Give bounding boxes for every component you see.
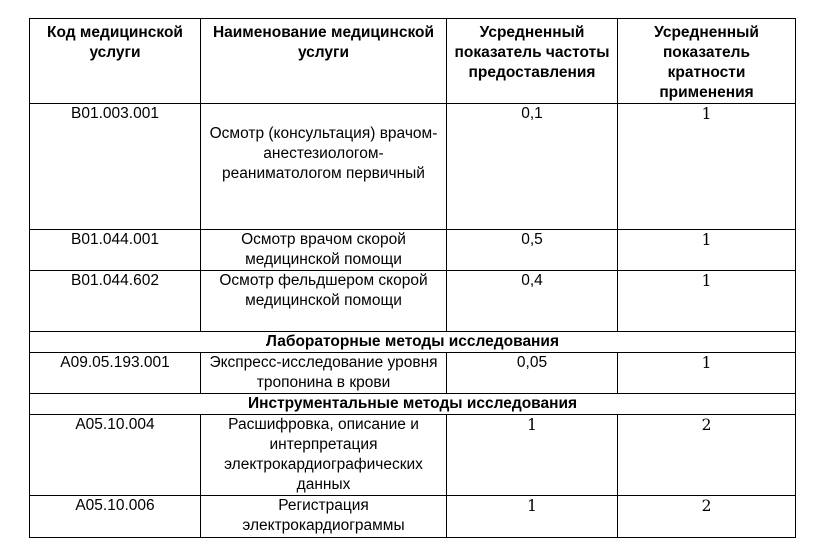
table-row	[30, 415, 796, 496]
table-row	[30, 496, 796, 538]
service-code: A05.10.004	[30, 415, 201, 496]
multiplicity-value: 2	[618, 415, 796, 496]
table-row	[30, 271, 796, 332]
table-row	[30, 353, 796, 394]
service-name: Экспресс-исследование уровня тропонина в крови	[201, 353, 447, 394]
multiplicity-value: 1	[618, 353, 796, 394]
frequency-value: 0,5	[447, 230, 618, 271]
frequency-value: 1	[447, 496, 618, 538]
service-code: B01.044.001	[30, 230, 201, 271]
frequency-value: 0,1	[447, 104, 618, 230]
frequency-value: 0,4	[447, 271, 618, 332]
table-row	[30, 230, 796, 271]
service-name: Осмотр (консультация) врачом-анестезиологом-реаниматологом первичный	[201, 104, 447, 230]
multiplicity-value: 1	[618, 230, 796, 271]
service-name: Осмотр врачом скорой медицинской помощи	[201, 230, 447, 271]
multiplicity-value: 2	[618, 496, 796, 538]
section-row-lab	[30, 332, 796, 353]
medical-services-table	[29, 18, 796, 538]
section-title-lab: Лабораторные методы исследования	[30, 332, 796, 353]
service-code: B01.003.001	[30, 104, 201, 230]
header-code: Код медицинской услуги	[30, 19, 201, 104]
multiplicity-value: 1	[618, 271, 796, 332]
service-name: Регистрация электрокардиограммы	[201, 496, 447, 538]
header-multiplicity: Усредненный показатель кратности применения	[618, 19, 796, 104]
frequency-value: 0,05	[447, 353, 618, 394]
service-code: A09.05.193.001	[30, 353, 201, 394]
section-row-instr	[30, 394, 796, 415]
frequency-value: 1	[447, 415, 618, 496]
multiplicity-value: 1	[618, 104, 796, 230]
section-title-instr: Инструментальные методы исследования	[30, 394, 796, 415]
header-name: Наименование медицинской услуги	[201, 19, 447, 104]
service-name: Расшифровка, описание и интерпретация электрокардиографических данных	[201, 415, 447, 496]
service-code: A05.10.006	[30, 496, 201, 538]
service-name: Осмотр фельдшером скорой медицинской помощи	[201, 271, 447, 332]
header-row	[30, 19, 796, 104]
table-row	[30, 104, 796, 230]
header-frequency: Усредненный показатель частоты предоставления	[447, 19, 618, 104]
service-code: B01.044.602	[30, 271, 201, 332]
